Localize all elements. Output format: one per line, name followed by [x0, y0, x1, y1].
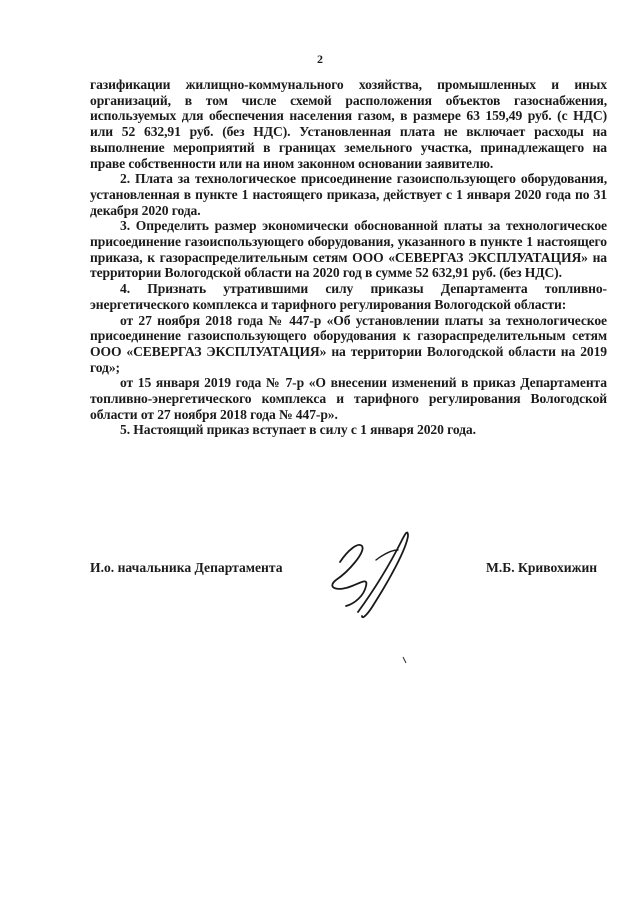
signatory-name: М.Б. Кривохижин — [486, 560, 598, 575]
tick-mark — [402, 656, 408, 664]
paragraph-continuation: газификации жилищно-коммунального хозяйства, промышленных и иных организаций, в том числе схемой расположения объектов газоснабжения, используемых для обеспечения населения газом, в размере 63 159,49 руб. (с НДС) или 52 632,91 руб. (без НДС). Установленная плата не включает расходы на выполнение мероприятий в границах земельного участка, принадлежащего на праве собственности или на ином законном основании заявителю. — [90, 77, 607, 171]
handwritten-signature — [318, 520, 418, 630]
signatory-title: И.о. начальника Департамента — [90, 560, 283, 575]
document-body — [90, 77, 607, 438]
paragraph-item-4: 4. Признать утратившими силу приказы Департамента топливно-энергетического комплекса и тарифного регулирования Вологодской области: — [90, 281, 607, 312]
paragraph-item-5: 5. Настоящий приказ вступает в силу с 1 января 2020 года. — [120, 422, 476, 438]
page-number: 2 — [317, 52, 323, 66]
paragraph-item-3: 3. Определить размер экономически обоснованной платы за технологическое присоединение газоиспользующего оборудования, указанного в пункте 1 настоящего приказа, к газораспределительным сетям ООО «СЕВЕРГАЗ ЭКСПЛУАТАЦИЯ» на территории Вологодской области на 2020 год в сумме 52 632,91 руб. (без НДС). — [90, 218, 607, 281]
paragraph-order-447: от 27 ноября 2018 года № 447-р «Об установлении платы за технологическое присоединение газоиспользующего оборудования к газораспределительным сетям ООО «СЕВЕРГАЗ ЭКСПЛУАТАЦИЯ» на территории Вологодской области на 2019 год»; — [90, 312, 607, 375]
paragraph-item-2: 2. Плата за технологическое присоединение газоиспользующего оборудования, установленная в пункте 1 настоящего приказа, действует с 1 января 2020 года по 31 декабря 2020 года. — [90, 171, 607, 218]
paragraph-order-7: от 15 января 2019 года № 7-р «О внесении изменений в приказ Департамента топливно-энергетического комплекса и тарифного регулирования Вологодской области от 27 ноября 2018 года № 447-р». — [90, 375, 607, 422]
